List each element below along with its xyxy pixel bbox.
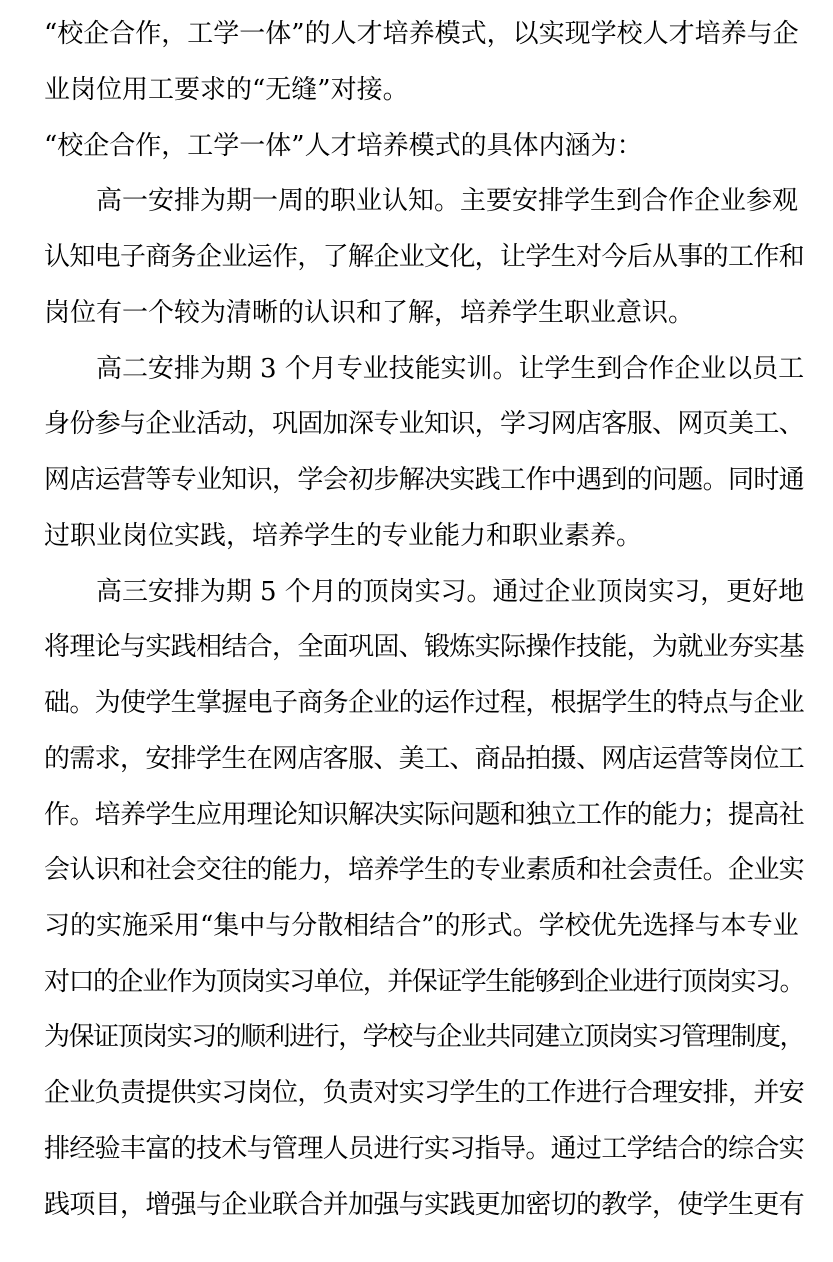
text-line-19: 为保证顶岗实习的顺利进行，学校与企业共同建立顶岗实习管理制度， <box>44 1022 805 1052</box>
text-line-1: “校企合作，工学一体”的人才培养模式，以实现学校人才培养与企 <box>44 19 799 49</box>
text-line-3: “校企合作，工学一体”人才培养模式的具体内涵为： <box>44 131 643 161</box>
text-line-21: 排经验丰富的技术与管理人员进行实习指导。通过工学结合的综合实 <box>44 1134 805 1164</box>
text-line-7: 高二安排为期 3 个月专业技能实训。让学生到合作企业以员工 <box>96 354 805 384</box>
text-line-13: 础。为使学生掌握电子商务企业的运作过程，根据学生的特点与企业 <box>44 688 805 718</box>
text-line-17: 习的实施采用“集中与分散相结合”的形式。学校优先选择与本专业 <box>44 911 799 941</box>
text-line-16: 会认识和社会交往的能力，培养学生的专业素质和社会责任。企业实 <box>44 855 805 885</box>
text-line-10: 过职业岗位实践，培养学生的专业能力和职业素养。 <box>44 521 643 551</box>
text-line-18: 对口的企业作为顶岗实习单位，并保证学生能够到企业进行顶岗实习。 <box>44 967 805 997</box>
text-line-6: 岗位有一个较为清晰的认识和了解，培养学生职业意识。 <box>44 298 695 328</box>
text-line-20: 企业负责提供实习岗位，负责对实习学生的工作进行合理安排，并安 <box>44 1078 805 1108</box>
text-line-9: 网店运营等专业知识，学会初步解决实践工作中遇到的问题。同时通 <box>44 465 805 495</box>
text-line-2: 业岗位用工要求的“无缝”对接。 <box>44 75 409 105</box>
text-line-14: 的需求，安排学生在网店客服、美工、商品拍摄、网店运营等岗位工 <box>44 744 805 774</box>
text-line-12: 将理论与实践相结合，全面巩固、锻炼实际操作技能，为就业夯实基 <box>44 632 805 662</box>
text-line-22: 践项目，增强与企业联合并加强与实践更加密切的教学，使学生更有 <box>44 1190 805 1220</box>
text-line-5: 认知电子商务企业运作，了解企业文化，让学生对今后从事的工作和 <box>44 242 805 272</box>
text-line-11: 高三安排为期 5 个月的顶岗实习。通过企业顶岗实习，更好地 <box>96 577 805 607</box>
text-line-8: 身份参与企业活动，巩固加深专业知识，学习网店客服、网页美工、 <box>44 409 805 439</box>
text-line-4: 高一安排为期一周的职业认知。主要安排学生到合作企业参观 <box>96 186 799 216</box>
text-line-15: 作。培养学生应用理论知识解决实际问题和独立工作的能力；提高社 <box>44 800 805 830</box>
